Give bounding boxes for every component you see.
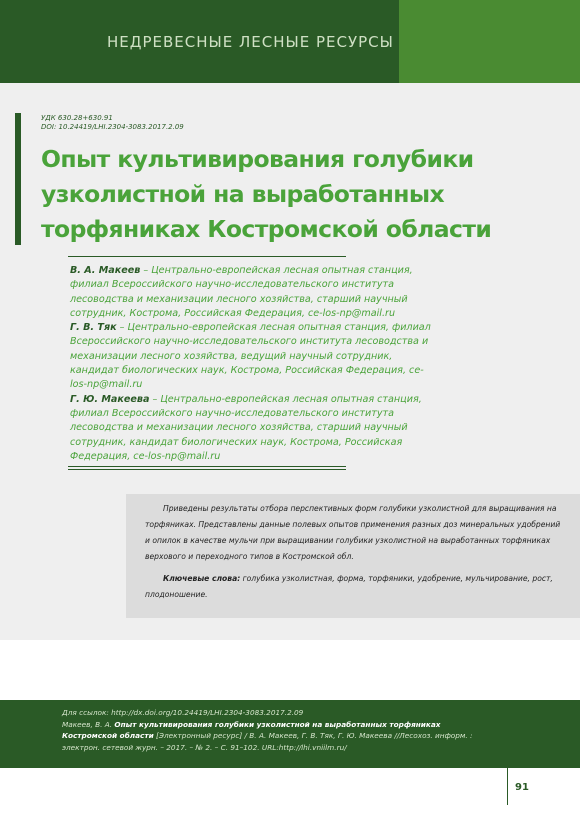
section-header-accent xyxy=(399,0,580,83)
page-number: 91 xyxy=(515,782,529,793)
authors-block xyxy=(70,264,440,464)
udk-code: УДК 630.28+630.91 xyxy=(41,114,113,122)
citation-reference xyxy=(62,719,482,754)
title-line: торфяниках Костромской области xyxy=(41,215,492,243)
citation-link-line[interactable]: Для ссылок: http://dx.doi.org/10.24419/LHI.2304-3083.2017.2.09 xyxy=(62,708,304,717)
title-line: Опыт культивирования голубики xyxy=(41,145,474,173)
keywords xyxy=(145,571,565,603)
author-entry xyxy=(70,393,440,464)
title-accent-bar xyxy=(15,113,21,245)
abstract-text: Приведены результаты отбора перспективных форм голубики узколистной для выращивания на торфяниках. Представлены данные полевых опытов применения разных доз минеральных удобрений и опилок в качестве мульчи при выращивании голубики узколистной на выработанных торфяниках верхового и переходного типов в Костромской обл. xyxy=(145,504,561,561)
authors-top-divider xyxy=(68,256,346,257)
author-entry xyxy=(70,321,440,392)
keywords-list: голубика узколистная, форма, торфяники, удобрение, мульчирование, рост, плодоношение. xyxy=(145,574,553,599)
doi-code: DOI: 10.24419/LHI.2304-3083.2017.2.09 xyxy=(41,123,184,131)
citation-details: [Электронный ресурс] / В. А. Макеев, Г. В. Тяк, Г. Ю. Макеева //Лесохоз. информ. : электрон. сетевой журн. – 2017. – № 2. – С. 91–102. URL:http://lhi.vniilm.ru/ xyxy=(62,731,473,752)
author-affiliation: – Центрально-европейская лесная опытная станция, филиал Всероссийского научно-исследовательского института лесоводства и механизации лесного хозяйства, ведущий научный сотрудник, кандидат биологических наук, Кострома, Российская Федерация, ce-los-np@mail.ru xyxy=(70,322,431,391)
footer-vertical-rule xyxy=(507,700,508,805)
citation-author: Макеев, В. А. xyxy=(62,719,115,729)
author-name: Г. Ю. Макеева xyxy=(70,393,150,405)
authors-bottom-divider-2 xyxy=(68,469,346,470)
article-title xyxy=(41,142,541,247)
author-affiliation: – Центрально-европейская лесная опытная станция, филиал Всероссийского научно-исследовательского института лесоводства и механизации лесного хозяйства, старший научный сотрудник, Кострома, Российская Федерация, ce-los-np@mail.ru xyxy=(70,265,413,319)
article-identifiers xyxy=(41,114,184,132)
author-name: Г. В. Тяк xyxy=(70,322,117,334)
citation-block xyxy=(62,707,482,753)
keywords-label: Ключевые слова: xyxy=(163,574,241,583)
authors-bottom-divider xyxy=(68,466,346,467)
title-line: узколистной на выработанных xyxy=(41,180,445,208)
citation-title: Опыт культивирования голубики узколистной на выработанных торфяниках Костромской области xyxy=(62,719,441,740)
author-affiliation: – Центрально-европейская лесная опытная станция, филиал Всероссийского научно-исследовательского института лесоводства и механизации лесного хозяйства, старший научный сотрудник, кандидат биологических наук, Кострома, Российская Федерация, ce-los-np@mail.ru xyxy=(70,393,422,462)
author-name: В. А. Макеев xyxy=(70,265,141,276)
section-title: НЕДРЕВЕСНЫЕ ЛЕСНЫЕ РЕСУРСЫ xyxy=(107,33,394,51)
author-entry xyxy=(70,264,440,321)
